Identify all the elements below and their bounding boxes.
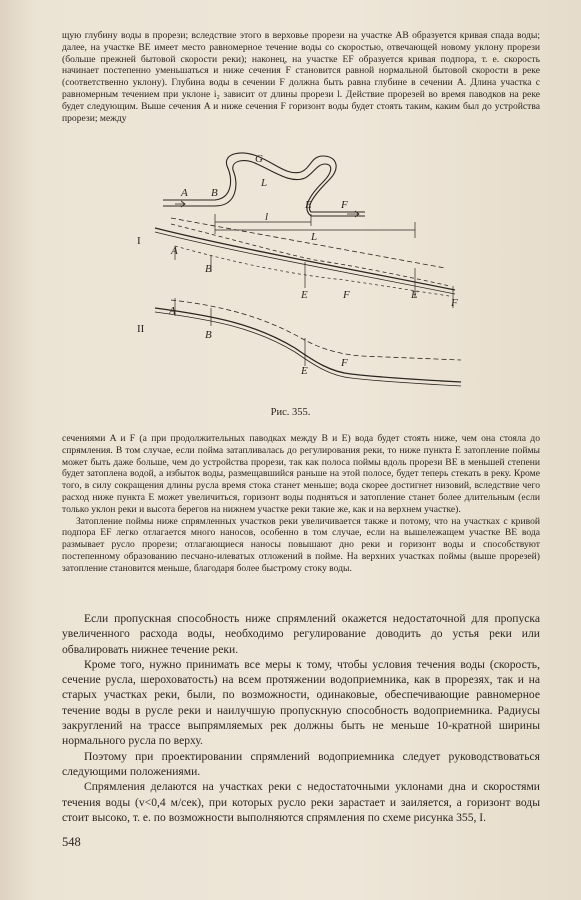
label-l: L — [311, 231, 318, 243]
label-f2-profile-i: F — [451, 297, 458, 309]
paragraph: щую глубину воды в прорези; вследствие этого в верховье прорези на участке AB образуется кривая спада воды; далее, на участке BE имеет место равномерное течение воды со скоростью, отвечающей новому уклону прорези (больше прежней бытовой скорости реки); наконец, на участке EF образуется кривая подпора, т. е. скорость начинает постепенно уменьшаться и ниже сечения F становится равной нормальной бытовой скорости в реке (соответственно уклону). Глубина воды в сечении F должна быть равна глубине в сечении A. Длина участка с равномерным течением при уклоне i₂ зависит от длины прорези l. Действие прорезей во время паводков на реке будет следующим. Выше сечения A и ниже сечения F горизонт воды будет стоять таким, каким был до устройства прорези; между — [62, 30, 540, 124]
label-profile-i: I — [137, 235, 141, 247]
bottom-paragraphs — [62, 611, 540, 825]
label-b-profile-i: B — [205, 263, 212, 275]
label-l-meander: L — [261, 177, 268, 189]
top-paragraph — [62, 30, 540, 124]
label-a-profile-ii: A — [169, 305, 176, 317]
paragraph: Кроме того, нужно принимать все меры к тому, чтобы условия течения воды (скорость, сечение русла, шероховатость) на всем протяжении водоприемника, как в прорезях, так и на старых участках реки, были, по возможности, одинаковые, обеспечивающие равномерное течение воды в русле реки и наилучшую пропускную способность водоприемника. Радиусы закруглений на трассе выпрямляемых рек должны быть не меньше 10-кратной ширины нормального русла по верху. — [62, 657, 540, 748]
label-e: E — [305, 199, 312, 211]
label-f-profile-i: F — [343, 289, 350, 301]
middle-paragraphs — [62, 433, 540, 575]
label-b: B — [211, 187, 218, 199]
paragraph: Поэтому при проектировании спрямлений водоприемника следует руководствоваться следующими положениями. — [62, 749, 540, 778]
label-e2-profile-i: E — [411, 289, 418, 301]
label-a: A — [181, 187, 188, 199]
paragraph: сечениями A и F (а при продолжительных паводках между B и E) вода будет стоять ниже, чем она стояла до спрямления. В том случае, если пойма затапливалась до регулирования реки, то ниже пункта E затопление поймы может быть даже больше, чем до устройства прорези, так как полоса поймы вдоль прорези BE в меньшей степени будет затоплена водой, а избыток воды, размещавшийся раньше на этой полосе, будет теперь стекать в реку. Кроме того, в силу сокращения длины русла время стока станет меньше; вода скорее достигнет низовий, вследствие чего расход ниже пункта E может увеличиться, горизонт воды подняться и затопление станет более длительным (если только уклон реки и высота берегов на нижнем участке реки такие же, как и на верхнем участке). — [62, 433, 540, 515]
label-e-profile-i: E — [301, 289, 308, 301]
label-g: G — [255, 153, 263, 165]
label-f-profile-ii: F — [341, 357, 348, 369]
label-a-profile-i: A — [171, 245, 178, 257]
paragraph: Если пропускная способность ниже спрямлений окажется недостаточной для пропуска увеличенного расхода воды, необходимо регулирование доводить до устья реки или обвалировать нижнее течение реки. — [62, 612, 540, 656]
profile-ii-water — [171, 300, 461, 360]
label-profile-ii: II — [137, 323, 145, 335]
paragraph: Затопление поймы ниже спрямленных участков реки увеличивается также и потому, что на участках с кривой подпора EF легко отлагается много наносов, особенно в том случае, если на вышележащем участке BE вода размывает русло прорези; отлагающиеся наносы повышают дно реки и горизонт воды и способствуют постепенному образованию песчано-илеватых отложений в пойме. На верхних участках поймы (выше прорезей) затопление становится меньше, благодаря более быстрому стоку воды. — [62, 515, 540, 574]
label-l-small: l — [265, 211, 269, 223]
label-f: F — [341, 199, 348, 211]
page-number: 548 — [62, 835, 81, 849]
paragraph: Спрямления делаются на участках реки с недостаточными уклонами дна и скоростями течения воды (v<0,4 м/сек), при которых русло реки зарастает и заиляется, а горизонт воды стоит высоко, т. е. по возможности выполняются спрямления по схеме рисунка 355, I. — [62, 780, 540, 824]
figure-caption: Рис. 355. — [270, 407, 311, 418]
label-e-profile-ii: E — [301, 365, 308, 377]
river-straightening-figure — [115, 148, 475, 410]
label-b-profile-ii: B — [205, 329, 212, 341]
meander-channel-inner — [215, 161, 331, 216]
